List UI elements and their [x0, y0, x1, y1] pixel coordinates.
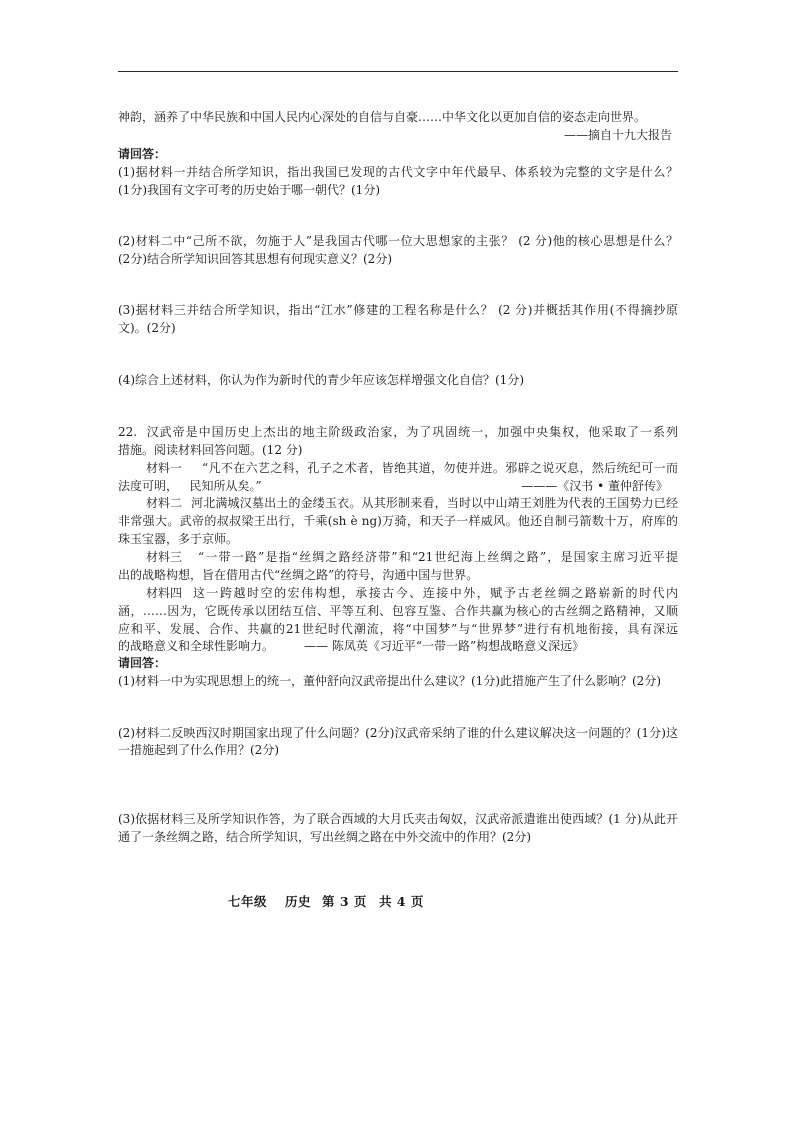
material-1-text-end: 法度可明， 民知所从矣。”: [118, 479, 262, 493]
intro-text: 神韵，涵养了中华民族和中国人民内心深处的自信与自豪……中华文化以更加自信的姿态走向世界。: [118, 110, 647, 124]
material-1-line-1: [118, 459, 678, 477]
material-1-source: ———《汉书 • 董仲舒传》: [521, 479, 668, 493]
q21-3-line-1: (3)据材料三并结合所学知识，指出“江水”修建的工程名称是什么？ (2 分)并概括其作用(不得摘抄原: [118, 303, 678, 317]
material-4-text-end: 的战略意义和全球性影响力。: [118, 639, 275, 653]
material-3-line-2: 出的战略构想，旨在借用古代“丝绸之路”的符号，沟通中国与世界。: [118, 568, 479, 582]
material-4-line-2: 涵，……因为，它既传承以团结互信、平等互利、包容互鉴、合作共赢为核心的古丝绸之路精神，又顺: [118, 604, 678, 618]
material-2-line-2: 非常强大。武帝的叔叔梁王出行，千乘(sh è ng)万骑，和天子一样威风。他还自制弓箭数十万，府库的: [118, 514, 678, 528]
material-1-label: 材料一: [146, 461, 183, 475]
material-4-text: 这一跨越时空的宏伟构想，承接古今、连接中外，赋予古老丝绸之路崭新的时代内: [193, 586, 678, 600]
material-2-text: 河北满城汉墓出土的金缕玉衣。从其形制来看，当时以中山靖王刘胜为代表的王国势力已经: [191, 496, 678, 510]
page-footer: [228, 893, 424, 911]
q21-prompt: 请回答：: [118, 147, 167, 161]
material-3-line-1: [118, 548, 678, 566]
material-3-text: “一带一路”是指“丝绸之路经济带”和“21世纪海上丝绸之路”，是国家主席习近平提: [198, 550, 678, 564]
material-3-label: 材料三: [146, 550, 183, 564]
material-4-line-1: [118, 584, 678, 602]
q22-2-line-2: 一措施起到了什么作用？(2分): [118, 743, 279, 757]
footer-page-number: 第 3 页: [322, 894, 367, 909]
material-1-text: “凡不在六艺之科，孔子之术者，皆绝其道，勿使并进。邪辟之说灭息，然后统纪可一而: [202, 461, 678, 475]
q22-stem-line-1: 22. 汉武帝是中国历史上杰出的地主阶级政治家，为了巩固统一，加强中央集权，他采取了一系列: [118, 425, 678, 439]
q22-2-line-1: (2)材料二反映西汉时期国家出现了什么问题？(2分)汉武帝采纳了谁的什么建议解决这一问题的？(1分)这: [118, 726, 678, 740]
material-4-source: —— 陈凤英《习近平“一带一路”构想战略意义深远》: [304, 639, 585, 653]
q22-prompt: 请回答：: [118, 656, 167, 670]
q22-stem-line-2: 措施。阅读材料回答问题。(12 分): [118, 443, 303, 457]
header-rule: [118, 71, 678, 72]
q22-3-line-1: (3)依据材料三及所学知识作答，为了联合西域的大月氏夹击匈奴，汉武帝派遣谁出使西域？(1 分)从此开: [118, 812, 678, 826]
material-2-line-1: [118, 494, 678, 512]
q21-4-line-1: (4)综合上述材料，你认为作为新时代的青少年应该怎样增强文化自信？(1分): [118, 373, 524, 387]
footer-subject: 历史: [285, 894, 312, 909]
q21-2-line-1: (2)材料二中“己所不欲，勿施于人”是我国古代哪一位大思想家的主张？ (2 分)他的核心思想是什么？: [118, 234, 678, 248]
material-2-label: 材料二: [146, 496, 183, 510]
material-4-label: 材料四: [146, 586, 183, 600]
q21-1-line-1: (1)据材料一并结合所学知识，指出我国已发现的古代文字中年代最早、体系较为完整的文字是什么？: [118, 165, 678, 179]
q21-1-line-2: (1分)我国有文字可考的历史始于哪一朝代？(1分): [118, 183, 380, 197]
q22-1-line-1: (1)材料一中为实现思想上的统一，董仲舒向汉武帝提出什么建议？(1分)此措施产生了什么影响？(2分): [118, 674, 661, 688]
footer-page-total: 共 4 页: [378, 894, 424, 909]
intro-source: ——摘自十九大报告: [563, 128, 672, 142]
material-1-line-2: [118, 477, 678, 495]
material-2-line-3: 珠玉宝器，多于京师。: [118, 532, 239, 546]
material-4-line-4: [118, 637, 678, 655]
q21-2-line-2: (2分)结合所学知识回答其思想有何现实意义？(2分): [118, 252, 392, 266]
q21-3-line-2: 文)。(2分): [118, 321, 176, 335]
material-4-line-3: 应和平、发展、合作、共赢的21世纪时代潮流，将“中国梦”与“世界梦”进行有机地衔接，具有深远: [118, 622, 678, 636]
footer-grade: 七年级: [228, 894, 268, 909]
q22-3-line-2: 通了一条丝绸之路，结合所学知识，写出丝绸之路在中外交流中的作用？(2分): [118, 830, 532, 844]
